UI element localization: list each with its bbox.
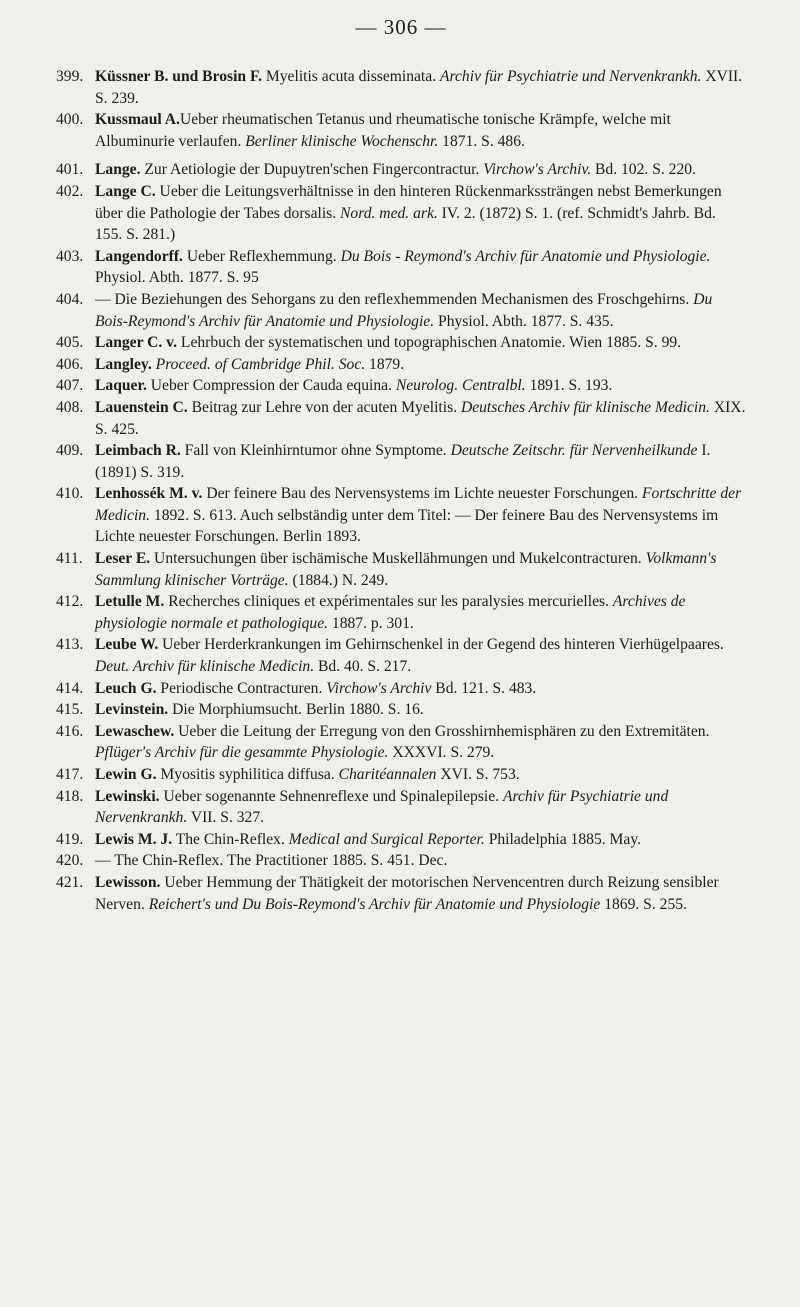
entry-journal: Virchow's Archiv. [483, 161, 592, 179]
page-number: — 306 — [355, 15, 447, 39]
entry-author: Leuch G. [95, 679, 157, 697]
bibliography-entry [56, 786, 746, 829]
entry-text: Ueber Herderkrankungen im Gehirnschenkel in der Gegend des hinteren Vierhügelpaares. [158, 636, 724, 654]
bibliography-entry [56, 829, 746, 851]
bibliography-entry [56, 634, 746, 677]
entry-number: 410. [56, 485, 84, 503]
entry-journal: Reichert's und Du Bois-Reymond's Archiv für Anatomie und Physiologie [148, 895, 601, 913]
entry-journal: Virchow's Archiv [326, 679, 432, 697]
entry-details: VII. S. 327. [187, 809, 265, 827]
entry-number: 402. [56, 182, 84, 200]
entry-author: Langer C. v. [95, 334, 178, 352]
entry-text: Ueber rheumatischen Tetanus und rheumatische tonische Krämpfe, welche mit Albuminurie verlaufen. [95, 111, 671, 150]
entry-details: Physiol. Abth. 1877. S. 95 [95, 269, 259, 287]
bibliography-entry [56, 872, 746, 915]
entry-details: 1892. S. 613. Auch selbständig unter dem Titel: — Der feinere Bau des Nervensystems im Lichte neuester Forschungen. Berlin 1893. [95, 506, 719, 546]
entry-journal: Deutsche Zeitschr. für Nervenheilkunde [450, 442, 698, 460]
bibliography-entry [56, 397, 746, 440]
entry-journal: Deut. Archiv für klinische Medicin. [95, 658, 315, 676]
entry-text: — Die Beziehungen des Sehorgans zu den reflexhemmenden Mechanismen des Froschgehirns. [95, 290, 694, 308]
entry-journal: Archives de physiologie normale et pathologique. [95, 593, 686, 632]
bibliography-entry [56, 246, 746, 289]
entry-journal: Archiv für Psychiatrie und Nervenkrankh. [95, 787, 669, 827]
entry-author: Lange. [95, 161, 141, 179]
entry-number: 418. [56, 787, 84, 805]
entry-text: Ueber Reflexhemmung. [182, 247, 341, 265]
entry-journal: Volkmann's Sammlung klinischer Vorträge. [95, 550, 717, 589]
entry-number: 408. [56, 398, 84, 416]
entry-journal: Archiv für Psychiatrie und Nervenkrankh. [440, 68, 702, 85]
entry-author: Leser E. [95, 550, 151, 568]
entry-journal: Du Bois - Reymond's Archiv für Anatomie und Physiologie. [340, 247, 711, 265]
entry-author: Kussmaul A. [95, 111, 180, 129]
entry-number: 420. [56, 852, 84, 870]
bibliography-entry [56, 699, 746, 721]
entry-text: Ueber sogenannte Sehnenreflexe und Spinalepilepsie. [159, 787, 503, 805]
entry-details: 1879. [365, 355, 405, 373]
entry-text: Zur Aetiologie der Dupuytren'schen Fingercontractur. [140, 161, 484, 179]
bibliography-entry [56, 375, 746, 397]
entry-journal: Deutsches Archiv für klinische Medicin. [460, 398, 710, 416]
entry-text: Myositis syphilitica diffusa. [156, 766, 339, 783]
entry-details: XVII. S. 239. [95, 68, 743, 107]
bibliography-entry [56, 354, 746, 376]
entry-number: 403. [56, 247, 84, 265]
entry-number: 417. [56, 766, 84, 783]
bibliography-entry [56, 109, 746, 152]
bibliography-entry [56, 181, 746, 246]
entry-number: 400. [56, 111, 84, 129]
entry-details: IV. 2. (1872) S. 1. (ref. Schmidt's Jahrb. Bd. 155. S. 281.) [95, 204, 716, 244]
entry-text: Beitrag zur Lehre von der acuten Myelitis. [187, 398, 461, 416]
entry-number: 409. [56, 442, 84, 460]
entry-text: Periodische Contracturen. [156, 679, 327, 697]
bibliography-entry [56, 483, 746, 548]
bibliography-entry [56, 678, 746, 700]
entry-details: I. (1891) S. 319. [95, 442, 711, 481]
entry-number: 413. [56, 636, 84, 654]
entry-details: Physiol. Abth. 1877. S. 435. [434, 312, 614, 330]
entry-journal: Nord. med. ark. [340, 204, 438, 222]
entry-author: Laquer. [95, 377, 147, 395]
entry-details: Bd. 102. S. 220. [591, 161, 696, 179]
entry-text: Ueber Hemmung der Thätigkeit der motorischen Nervencentren durch Reizung sensibler Nerven. [95, 873, 719, 913]
entry-number: 406. [56, 355, 84, 373]
bibliography-entry [56, 289, 746, 332]
entry-author: Lange C. [95, 182, 156, 200]
entry-details: 1887. p. 301. [328, 614, 414, 632]
entry-journal: Pflüger's Archiv für die gesammte Physiologie. [95, 744, 389, 762]
entry-text: Die Morphiumsucht. Berlin 1880. S. 16. [168, 701, 424, 719]
entry-details: XVI. S. 753. [436, 766, 520, 783]
entry-author: Lenhossék M. v. [95, 485, 203, 503]
bibliography-entry [56, 721, 746, 764]
entry-details: 1891. S. 193. [525, 377, 613, 395]
entry-details: 1869. S. 255. [600, 895, 687, 913]
entry-number: 405. [56, 334, 84, 352]
entry-text: The Chin-Reflex. [172, 830, 289, 848]
entry-journal: Charitéannalen [338, 766, 437, 783]
entry-details: 1871. S. 486. [438, 132, 525, 150]
entry-author: Langendorff. [95, 247, 183, 265]
entry-author: Lewisson. [95, 873, 161, 891]
entry-text: Recherches cliniques et expérimentales sur les paralysies mercurielles. [164, 593, 613, 611]
entry-details: XIX. S. 425. [95, 398, 746, 438]
entry-author: Letulle M. [95, 593, 165, 611]
entry-details: XXXVI. S. 279. [388, 744, 495, 762]
entry-details: (1884.) N. 249. [288, 571, 389, 589]
bibliography-entry [56, 440, 746, 483]
entry-author: Levinstein. [95, 701, 169, 719]
bibliography-entry [56, 850, 746, 872]
entry-number: 407. [56, 377, 84, 395]
entry-number: 404. [56, 290, 84, 308]
entry-journal: Medical and Surgical Reporter. [288, 830, 485, 848]
entry-journal: Berliner klinische Wochenschr. [245, 132, 439, 150]
entry-author: Küssner B. und Brosin F. [95, 68, 262, 85]
entry-details: Bd. 121. S. 483. [431, 679, 537, 697]
bibliography-entry [56, 764, 746, 786]
entry-text: Lehrbuch der systematischen und topographischen Anatomie. Wien 1885. S. 99. [177, 334, 682, 352]
entry-text: Fall von Kleinhirntumor ohne Symptome. [180, 442, 451, 460]
bibliography-entry [56, 332, 746, 354]
bibliography-entry [56, 591, 746, 634]
entry-author: Lewinski. [95, 787, 160, 805]
entry-number: 414. [56, 679, 84, 697]
entry-details: Bd. 40. S. 217. [314, 658, 412, 676]
entry-number: 415. [56, 701, 84, 719]
bibliography-entry [56, 66, 746, 109]
entry-text: Der feinere Bau des Nervensystems im Lichte neuester Forschungen. [202, 485, 642, 503]
entry-details: Philadelphia 1885. May. [484, 830, 642, 848]
entry-author: Langley. [95, 355, 152, 373]
entry-author: Lewaschew. [95, 722, 175, 740]
entry-text: Ueber Compression der Cauda equina. [146, 377, 396, 395]
entry-author: Lauenstein C. [95, 398, 188, 416]
entry-journal: Proceed. of Cambridge Phil. Soc. [155, 355, 366, 373]
entry-text: — The Chin-Reflex. The Practitioner 1885. S. 451. Dec. [95, 852, 448, 870]
entry-text: Ueber die Leitungsverhältnisse in den hinteren Rückenmarkssträngen nebst Bemerkungen über die Pathologie der Tabes dorsalis. [95, 182, 722, 222]
entry-journal: Fortschritte der Medicin. [95, 485, 742, 524]
entry-author: Lewis M. J. [95, 830, 173, 848]
entry-author: Lewin G. [95, 766, 157, 783]
entry-author: Leube W. [95, 636, 159, 654]
entry-number: 401. [56, 161, 84, 179]
entry-journal: Du Bois-Reymond's Archiv für Anatomie und Physiologie. [95, 290, 713, 330]
bibliography-entry [56, 159, 746, 181]
entry-number: 421. [56, 873, 84, 891]
bibliography-list [56, 66, 746, 915]
entry-journal: Neurolog. Centralbl. [395, 377, 526, 395]
entry-text: Untersuchungen über ischämische Muskellähmungen und Mukelcontracturen. [150, 550, 646, 568]
entry-text: Ueber die Leitung der Erregung von den Grosshirnhemisphären zu den Extremitäten. [174, 722, 710, 740]
entry-number: 419. [56, 830, 84, 848]
entry-author: Leimbach R. [95, 442, 181, 460]
entry-text: Myelitis acuta disseminata. [262, 68, 440, 85]
entry-number: 412. [56, 593, 84, 611]
entry-number: 399. [56, 68, 84, 85]
entry-number: 411. [56, 550, 83, 568]
bibliography-entry [56, 548, 746, 591]
entry-number: 416. [56, 722, 84, 740]
